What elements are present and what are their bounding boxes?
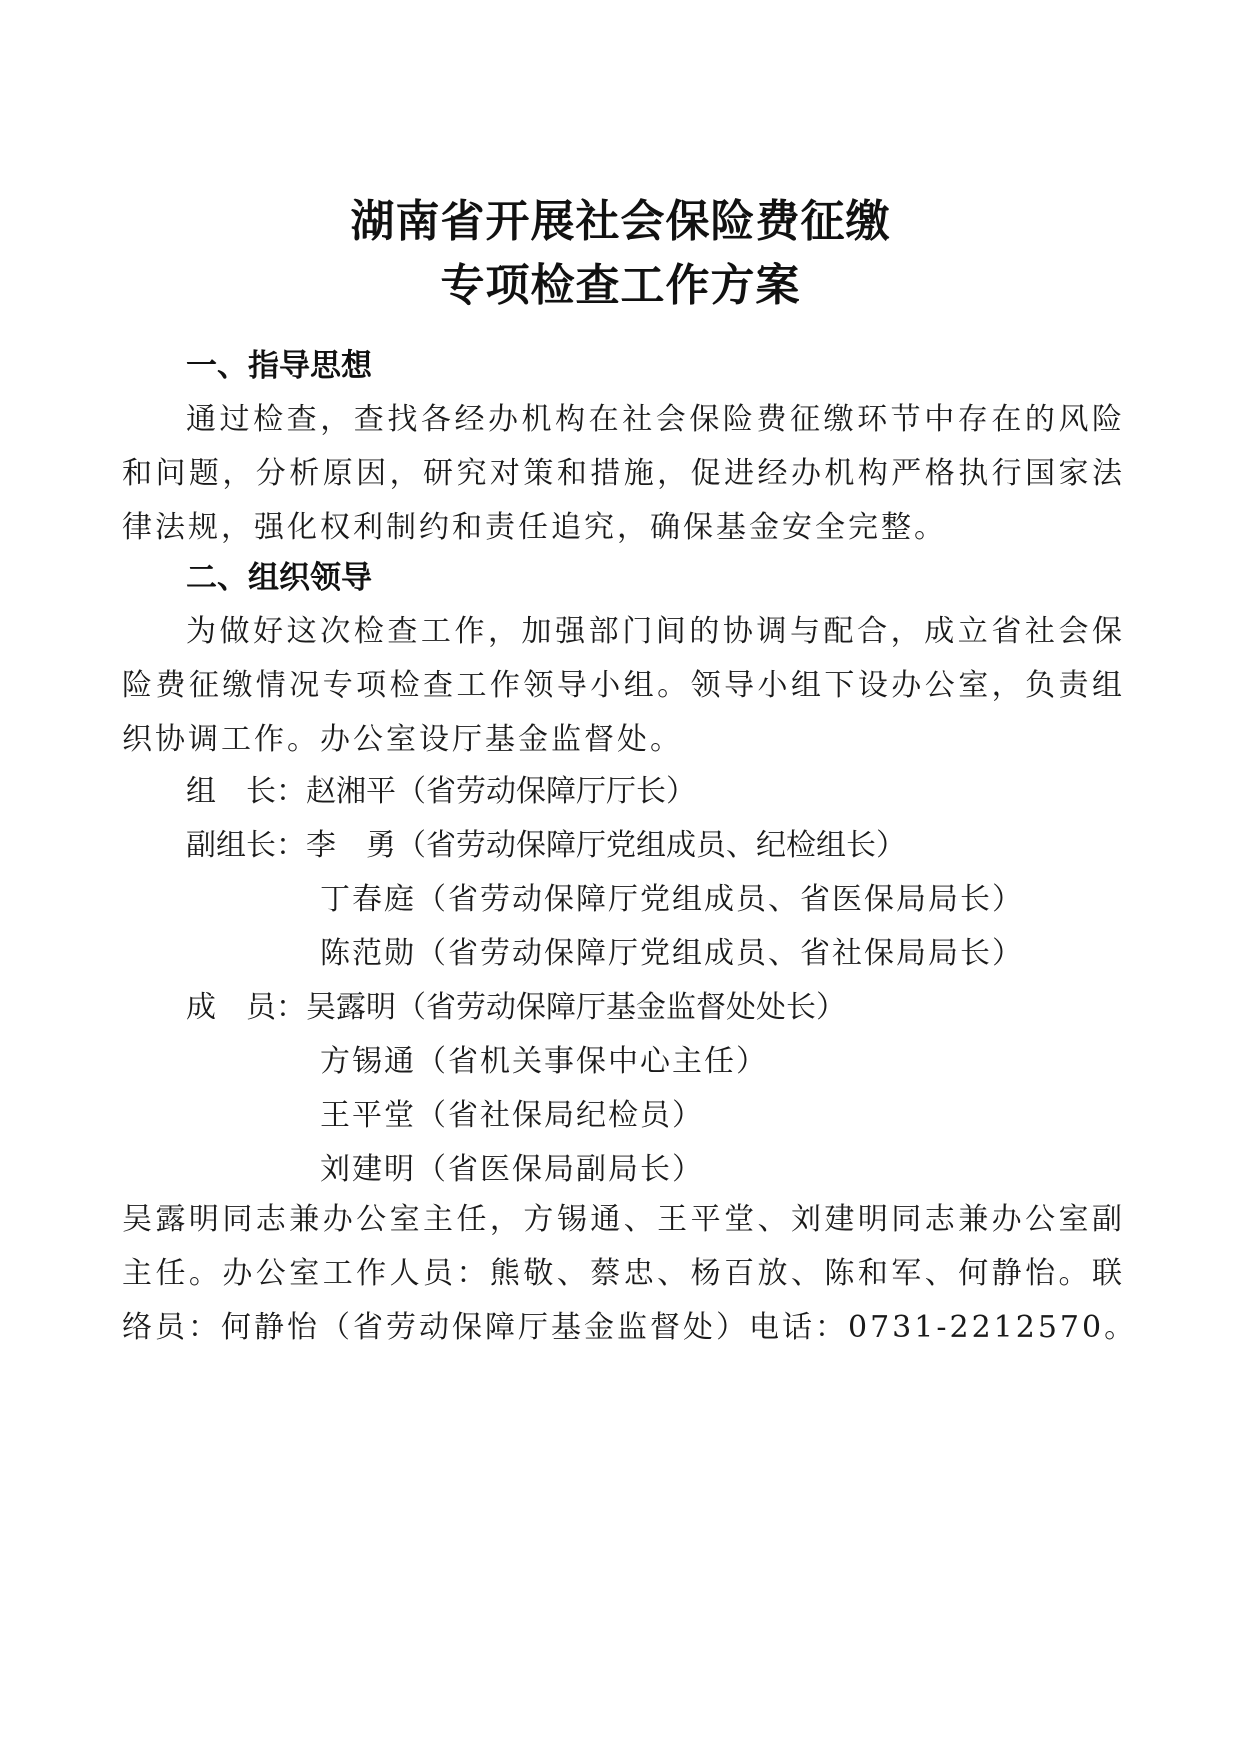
- section-2-paragraph-line: 织协调工作。办公室设厅基金监督处。: [122, 722, 683, 757]
- deputy-leader-row: [186, 826, 906, 866]
- member-name: 王平堂（省社保局纪检员）: [320, 1098, 704, 1133]
- section-1-paragraph-line: 通过检查，查找各经办机构在社会保险费征缴环节中存在的风险: [186, 402, 1122, 437]
- group-leader-name: 赵湘平（省劳动保障厅厅长）: [306, 774, 696, 809]
- section-1-paragraph-line: 和问题，分析原因，研究对策和措施，促进经办机构严格执行国家法: [122, 456, 1122, 491]
- deputy-leader-label: 副组长：: [186, 828, 306, 863]
- section-1-paragraph-line: 律法规，强化权利制约和责任追究，确保基金安全完整。: [122, 510, 947, 545]
- document-title-line-2: 专项检查工作方案: [440, 260, 801, 311]
- member-row: [186, 988, 846, 1028]
- member-name: 方锡通（省机关事保中心主任）: [320, 1044, 768, 1079]
- group-leader-row: [186, 772, 696, 812]
- office-staff-line: 络员：何静怡（省劳动保障厅基金监督处）电话：0731-2212570。: [122, 1310, 1138, 1345]
- group-leader-label: 组 长：: [186, 774, 306, 809]
- deputy-leader-name: 陈范勋（省劳动保障厅党组成员、省社保局局长）: [320, 936, 1024, 971]
- section-2-heading: 二、组织领导: [186, 560, 372, 596]
- member-name: 刘建明（省医保局副局长）: [320, 1152, 704, 1187]
- deputy-leader-name: 丁春庭（省劳动保障厅党组成员、省医保局局长）: [320, 882, 1024, 917]
- section-2-paragraph-line: 为做好这次检查工作，加强部门间的协调与配合，成立省社会保: [186, 614, 1122, 649]
- member-name: 吴露明（省劳动保障厅基金监督处处长）: [306, 990, 846, 1025]
- section-1-heading: 一、指导思想: [186, 348, 372, 384]
- office-staff-line: 主任。办公室工作人员：熊敬、蔡忠、杨百放、陈和军、何静怡。联: [122, 1256, 1122, 1291]
- member-label: 成 员：: [186, 990, 306, 1025]
- office-staff-line: 吴露明同志兼办公室主任，方锡通、王平堂、刘建明同志兼办公室副: [122, 1202, 1122, 1237]
- deputy-leader-name: 李 勇（省劳动保障厅党组成员、纪检组长）: [306, 828, 906, 863]
- document-title-line-1: 湖南省开展社会保险费征缴: [350, 196, 891, 247]
- section-2-paragraph-line: 险费征缴情况专项检查工作领导小组。领导小组下设办公室，负责组: [122, 668, 1122, 703]
